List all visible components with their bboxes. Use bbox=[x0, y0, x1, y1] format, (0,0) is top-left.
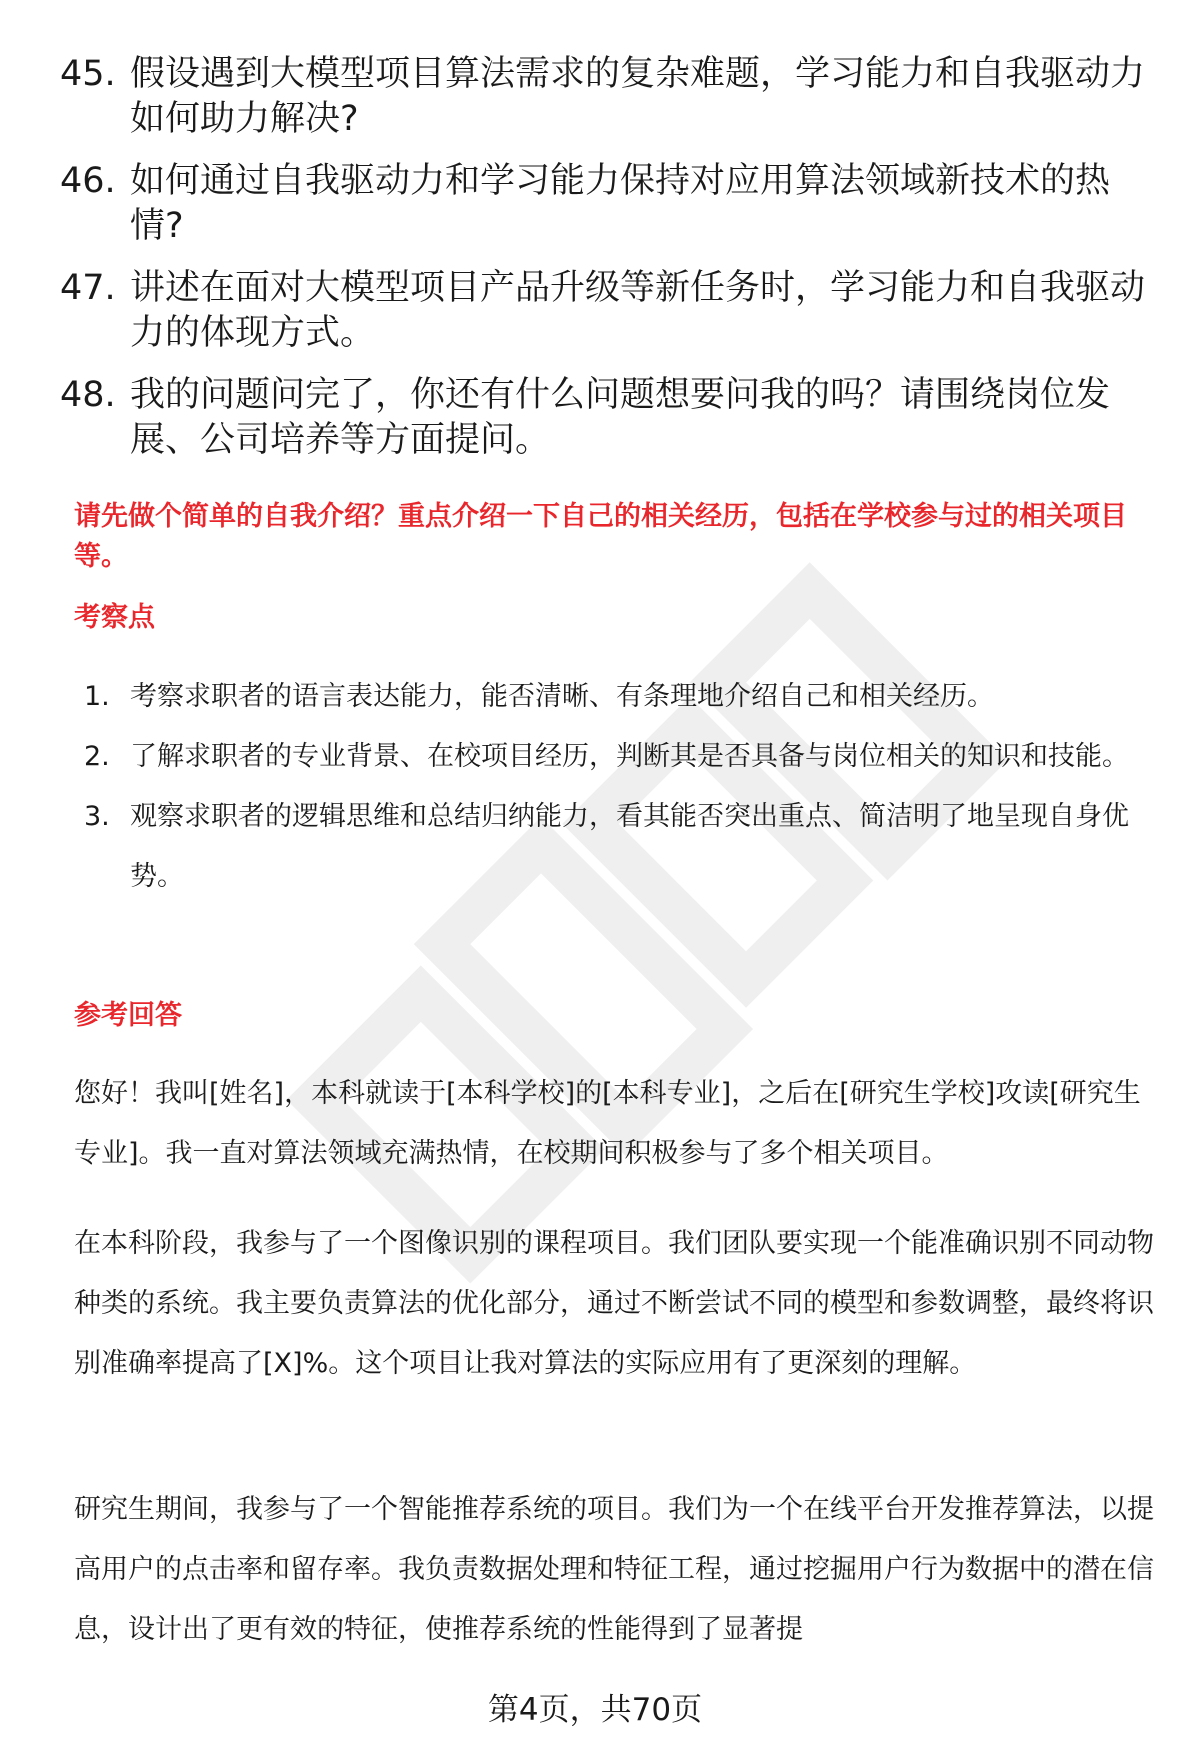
question-list bbox=[60, 52, 1150, 480]
answer-paragraph: 研究生期间，我参与了一个智能推荐系统的项目。我们为一个在线平台开发推荐算法，以提高用户的点击率和留存率。我负责数据处理和特征工程，通过挖掘用户行为数据中的潜在信息，设计出了更有效的特征，使推荐系统的性能得到了显著提 bbox=[74, 1494, 1154, 1645]
section-title: 请先做个简单的自我介绍？重点介绍一下自己的相关经历，包括在学校参与过的相关项目等。 bbox=[74, 501, 1127, 572]
question-text: 我的问题问完了，你还有什么问题想要问我的吗？请围绕岗位发展、公司培养等方面提问。 bbox=[130, 375, 1111, 460]
focus-point bbox=[84, 667, 1164, 727]
question-text: 如何通过自我驱动力和学习能力保持对应用算法领域新技术的热情? bbox=[130, 161, 1111, 246]
answer-paragraph: 您好！我叫[姓名]，本科就读于[本科学校]的[本科专业]，之后在[研究生学校]攻读[研究生专业]。我一直对算法领域充满热情，在校期间积极参与了多个相关项目。 bbox=[74, 1078, 1141, 1169]
focus-point-number: 2. bbox=[84, 741, 110, 772]
question-number: 46. bbox=[60, 161, 116, 201]
focus-point bbox=[84, 787, 1164, 907]
answer-paragraph: 在本科阶段，我参与了一个图像识别的课程项目。我们团队要实现一个能准确识别不同动物种类的系统。我主要负责算法的优化部分，通过不断尝试不同的模型和参数调整，最终将识别准确率提高了[X]%。这个项目让我对算法的实际应用有了更深刻的理解。 bbox=[74, 1228, 1154, 1379]
focus-point-text: 观察求职者的逻辑思维和总结归纳能力，看其能否突出重点、简洁明了地呈现自身优势。 bbox=[130, 801, 1129, 892]
question-number: 45. bbox=[60, 54, 116, 94]
question-item bbox=[60, 373, 1150, 463]
focus-point-number: 3. bbox=[84, 801, 110, 832]
focus-point bbox=[84, 727, 1164, 787]
question-item bbox=[60, 159, 1150, 249]
focus-point-text: 了解求职者的专业背景、在校项目经历，判断其是否具备与岗位相关的知识和技能。 bbox=[130, 741, 1129, 772]
answer-heading: 参考回答 bbox=[74, 1000, 182, 1031]
question-text: 假设遇到大模型项目算法需求的复杂难题，学习能力和自我驱动力如何助力解决? bbox=[130, 54, 1146, 139]
page-number: 第4页，共70页 bbox=[487, 1692, 703, 1728]
question-item bbox=[60, 266, 1150, 356]
question-item bbox=[60, 52, 1150, 142]
question-number: 48. bbox=[60, 375, 116, 415]
focus-heading: 考察点 bbox=[74, 602, 155, 633]
focus-point-number: 1. bbox=[84, 681, 110, 712]
focus-point-text: 考察求职者的语言表达能力，能否清晰、有条理地介绍自己和相关经历。 bbox=[130, 681, 994, 712]
focus-point-list bbox=[84, 667, 1164, 907]
question-text: 讲述在面对大模型项目产品升级等新任务时，学习能力和自我驱动力的体现方式。 bbox=[130, 268, 1146, 353]
question-number: 47. bbox=[60, 268, 116, 308]
